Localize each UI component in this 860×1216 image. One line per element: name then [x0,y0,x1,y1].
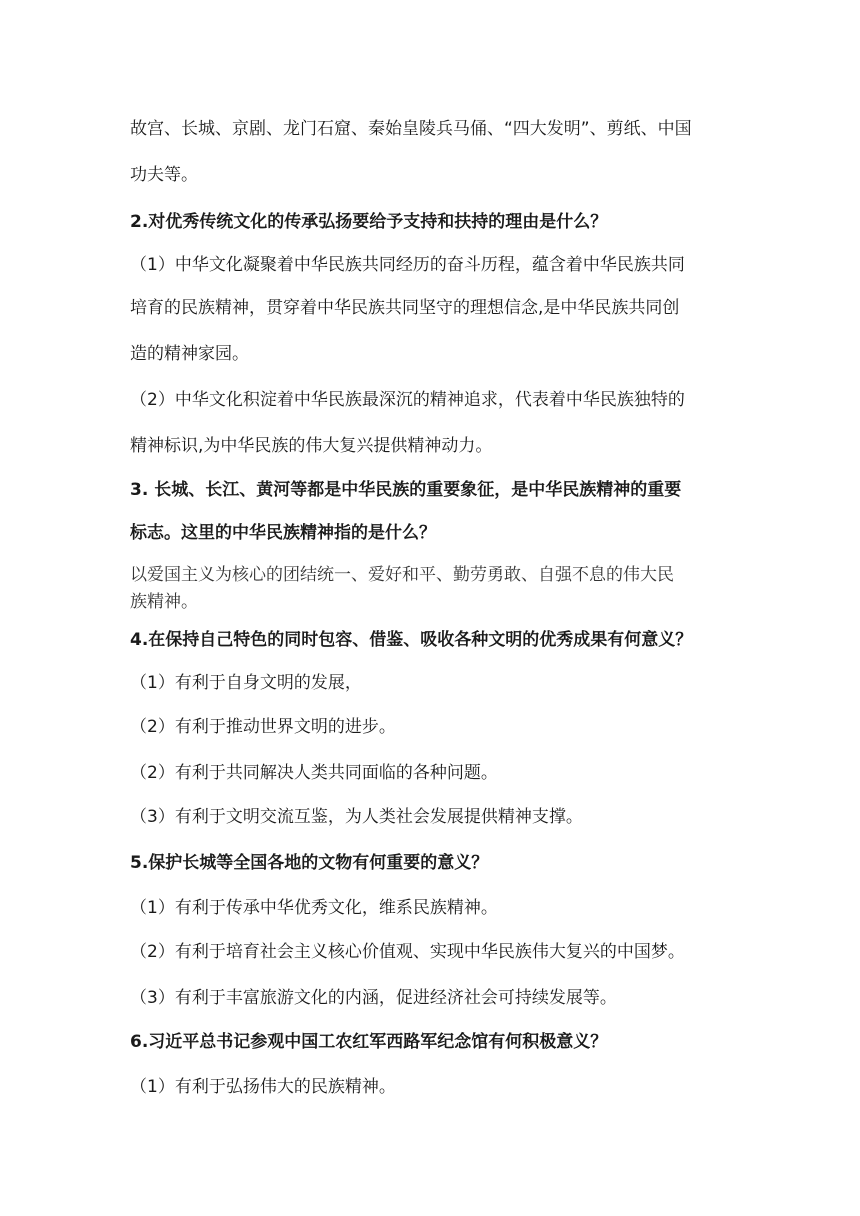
text-line: （2）有利于培育社会主义核心价值观、实现中华民族伟大复兴的中国梦。 [130,942,685,962]
question-heading: 2.对优秀传统文化的传承弘扬要给予支持和扶持的理由是什么？ [130,212,608,232]
text-line: （2）中华文化积淀着中华民族最深沉的精神追求，代表着中华民族独特的 [130,390,685,410]
text-line: （1）有利于弘扬伟大的民族精神。 [130,1077,396,1097]
text-line: （3）有利于文明交流互鉴，为人类社会发展提供精神支撑。 [130,807,583,827]
question-heading: 标志。这里的中华民族精神指的是什么？ [130,523,436,543]
text-line: 精神标识,为中华民族的伟大复兴提供精神动力。 [130,436,493,456]
text-line: （2）有利于推动世界文明的进步。 [130,717,396,737]
text-line: 功夫等。 [130,165,198,185]
text-line: （3）有利于丰富旅游文化的内涵，促进经济社会可持续发展等。 [130,988,617,1008]
text-line: （1）中华文化凝聚着中华民族共同经历的奋斗历程，蕴含着中华民族共同 [130,255,685,275]
answer-line: 以爱国主义为核心的团结统一、爱好和平、勤劳勇敢、自强不息的伟大民 [130,565,674,585]
text-line: 造的精神家园。 [130,344,249,364]
text-line: 培育的民族精神，贯穿着中华民族共同坚守的理想信念,是中华民族共同创 [130,298,680,318]
question-heading: 3. 长城、长江、黄河等都是中华民族的重要象征，是中华民族精神的重要 [130,480,682,500]
text-line: （1）有利于自身文明的发展， [130,673,362,693]
text-line: 故宫、长城、京剧、龙门石窟、秦始皇陵兵马俑、“四大发明”、剪纸、中国 [130,119,692,139]
text-line: （1）有利于传承中华优秀文化，维系民族精神。 [130,898,498,918]
question-heading: 4.在保持自己特色的同时包容、借鉴、吸收各种文明的优秀成果有何意义？ [130,630,693,650]
answer-line: 族精神。 [130,592,198,612]
question-heading: 6.习近平总书记参观中国工农红军西路军纪念馆有何积极意义？ [130,1032,608,1052]
text-line: （2）有利于共同解决人类共同面临的各种问题。 [130,763,498,783]
question-heading: 5.保护长城等全国各地的文物有何重要的意义？ [130,853,489,873]
